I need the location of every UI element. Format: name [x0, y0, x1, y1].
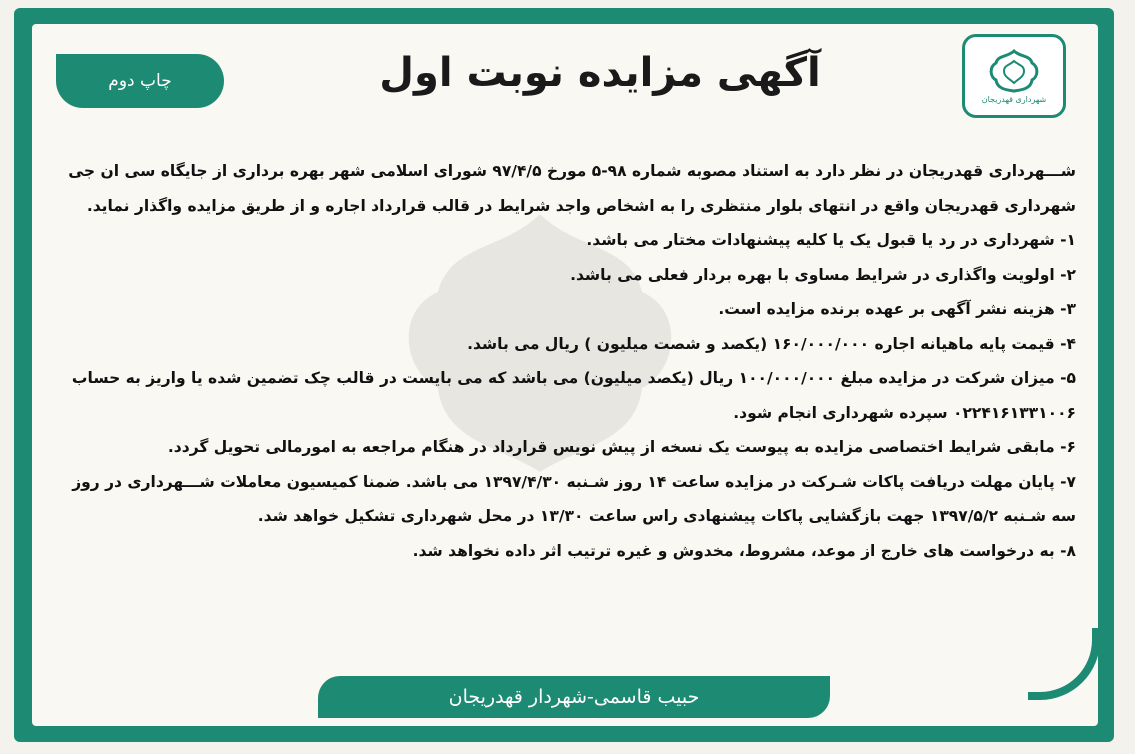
list-item: ۸- به درخواست های خارج از موعد، مشروط، مخدوش و غیره ترتیب اثر داده نخواهد شد.	[412, 541, 1076, 560]
notice-body	[66, 154, 1076, 568]
logo-caption: شهرداری قهدریجان	[981, 94, 1047, 104]
list-item: ۲- اولویت واگذاری در شرایط مساوی با بهره بردار فعلی می باشد.	[570, 265, 1076, 284]
signature-bar: حبیب قاسمی-شهردار قهدریجان	[318, 676, 830, 718]
municipality-logo	[962, 34, 1066, 118]
list-item: ۳- هزینه نشر آگهی بر عهده برنده مزایده است.	[718, 300, 1076, 318]
list-item: ۵- میزان شرکت در مزایده مبلغ ۱۰۰/۰۰۰/۰۰۰ ریال (یکصد میلیون) می باشد که می بایست در قالب چک تضمین شده یا واریز به حساب ۰۲۲۴۱۶۱۳۳۱۰۰۶ سپرده شهرداری انجام شود.	[71, 369, 1076, 422]
page-title: آگهی مزایده نوبت اول	[379, 50, 821, 96]
edition-badge: چاپ دوم	[56, 54, 224, 108]
intro-paragraph: شـــهرداری قهدریجان در نظر دارد به استناد مصوبه شماره ۹۸-۵ مورخ ۹۷/۴/۵ شورای اسلامی شهر بهره برداری از جایگاه سی ان جی شهرداری قهدریجان واقع در انتهای بلوار منتظری را به اشخاص واجد شرایط در قالب قرارداد اجاره و از طریق مزایده واگذار نماید.	[68, 162, 1076, 215]
list-item: ۷- پایان مهلت دریافت پاکات شـرکت در مزایده ساعت ۱۴ روز شـنبه ۱۳۹۷/۴/۳۰ می باشد. ضمنا کمیسیون معاملات شـــهرداری در روز سه شـنبه ۱۳۹۷/۵/۲ جهت بازگشایی پاکات پیشنهادی راس ساعت ۱۳/۳۰ در محل شهرداری تشکیل خواهد شد.	[72, 472, 1076, 525]
list-item: ۶- مابقی شرایط اختصاصی مزایده به پیوست یک نسخه از پیش نویس قرارداد در هنگام مراجعه به امورمالی تحویل گردد.	[167, 438, 1076, 456]
list-item: ۴- قیمت پایه ماهیانه اجاره ۱۶۰/۰۰۰/۰۰۰ (یکصد و شصت میلیون ) ریال می باشد.	[467, 334, 1076, 353]
emblem-icon	[989, 49, 1039, 93]
list-item: ۱- شهرداری در رد یا قبول یک یا کلیه پیشنهادات مختار می باشد.	[586, 231, 1076, 249]
